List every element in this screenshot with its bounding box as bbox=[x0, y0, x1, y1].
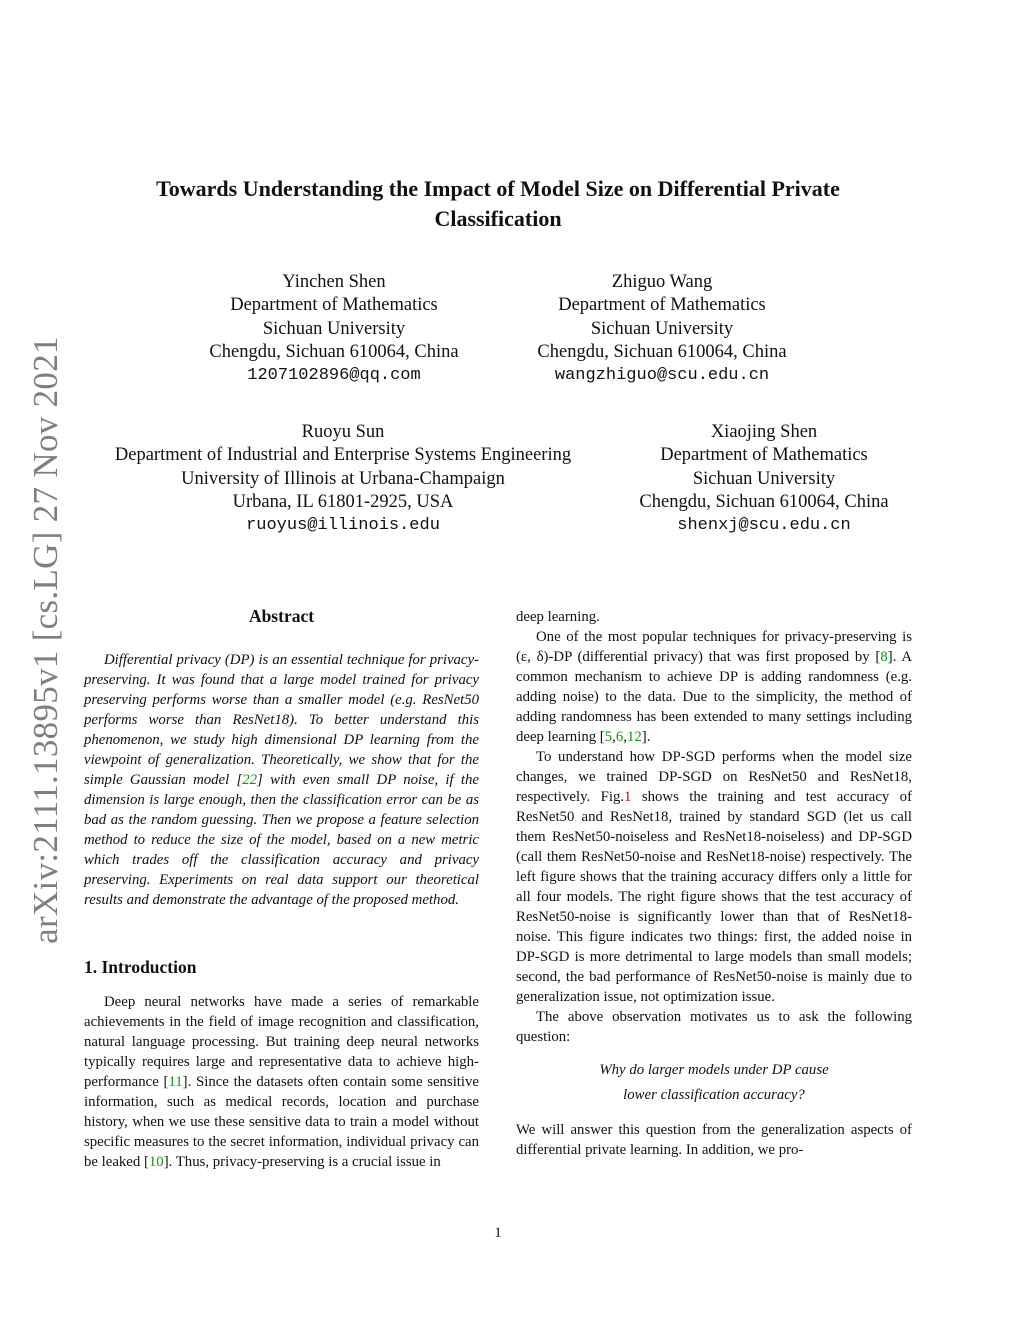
author-institution: University of Illinois at Urbana-Champaign bbox=[181, 468, 505, 489]
author-block-3 bbox=[88, 421, 598, 537]
question-line-1: Why do larger models under DP cause bbox=[599, 1062, 829, 1078]
author-name: Zhiguo Wang bbox=[611, 272, 713, 292]
arxiv-identifier: arXiv:2111.13895v1 [cs.LG] 27 Nov 2021 bbox=[26, 336, 65, 944]
author-institution: Sichuan University bbox=[262, 318, 406, 339]
author-institution: Sichuan University bbox=[590, 318, 734, 339]
abstract-body bbox=[84, 650, 479, 910]
intro-paragraph: Deep neural networks have made a series of remarkable achievements in the field of image recognition and classification, natural language processing. But training deep neural networks typically requires large and representative data to achieve high-performance [11]. Since the datasets often contain some sensitive information, such as medical records, location and purchase history, when we use these sensitive data to train a model without specific measures to the secret information, individual privacy can be leaked [10]. Thus, privacy-preserving is a crucial issue in bbox=[84, 994, 479, 1170]
page-number: 1 bbox=[494, 1225, 502, 1241]
figure-link[interactable]: 1 bbox=[624, 789, 632, 805]
author-name: Ruoyu Sun bbox=[301, 422, 385, 442]
citation-link[interactable]: 11 bbox=[168, 1074, 183, 1090]
introduction-body bbox=[84, 992, 479, 1172]
author-email: 1207102896@qq.com bbox=[247, 366, 421, 386]
author-department: Department of Mathematics bbox=[558, 295, 766, 316]
author-block-1 bbox=[184, 271, 484, 387]
introduction-heading: 1. Introduction bbox=[84, 957, 197, 977]
body-paragraph: We will answer this question from the generalization aspects of differential private learning. In addition, we pro- bbox=[516, 1122, 912, 1158]
citation-link[interactable]: 10 bbox=[148, 1154, 164, 1170]
research-question bbox=[516, 1058, 912, 1108]
author-address: Chengdu, Sichuan 610064, China bbox=[537, 341, 787, 362]
author-institution: Sichuan University bbox=[692, 468, 836, 489]
title-line-1: Towards Understanding the Impact of Model Size on Differential Private bbox=[156, 176, 840, 201]
author-address: Chengdu, Sichuan 610064, China bbox=[639, 491, 889, 512]
question-line-2: lower classification accuracy? bbox=[623, 1087, 805, 1103]
citation-link[interactable]: 5 bbox=[604, 729, 613, 745]
author-email: shenxj@scu.edu.cn bbox=[677, 516, 851, 536]
author-address: Urbana, IL 61801-2925, USA bbox=[232, 491, 454, 512]
citation-link[interactable]: 6 bbox=[615, 729, 624, 745]
author-address: Chengdu, Sichuan 610064, China bbox=[209, 341, 459, 362]
author-block-4 bbox=[622, 421, 906, 537]
author-department: Department of Mathematics bbox=[660, 445, 868, 466]
abstract-paragraph: Differential privacy (DP) is an essential technique for privacy-preserving. It was found that a large model trained for privacy preserving performs worse than a smaller model (e.g. ResNet50 performs worse than ResNet18). To better understand this phenomenon, we study high dimensional DP learning from the viewpoint of generalization. Theoretically, we show that for the simple Gaussian model [22] with even small DP noise, if the dimension is large enough, then the classification error can be as bad as the random guessing. Then we propose a feature selection method to reduce the size of the model, based on a new metric which trades off the classification accuracy and privacy preserving. Experiments on real data support our theoretical results and demonstrate the advantage of the proposed method. bbox=[84, 652, 479, 908]
citation-link[interactable]: 8 bbox=[880, 649, 888, 665]
body-paragraph: To understand how DP-SGD performs when the model size changes, we trained DP-SGD on ResNet50 and ResNet18, respectively. Fig.1 shows the training and test accuracy of ResNet50 and ResNet18, trained by standard SGD (let us call them ResNet50-noiseless and ResNet18-noiseless) and DP-SGD (call them ResNet50-noise and ResNet18-noise) respectively. The left figure shows that the training accuracy differs only a little for all four models. The right figure shows that the test accuracy of ResNet50-noise is significantly lower than that of ResNet18-noise. This figure indicates two things: first, the added noise in DP-SGD is more detrimental to large models than small models; second, the bad performance of ResNet50-noise is mainly due to generalization issue, not optimization issue. bbox=[516, 749, 912, 1005]
author-department: Department of Mathematics bbox=[230, 295, 438, 316]
citation-link[interactable]: 22 bbox=[242, 772, 258, 788]
citation-link[interactable]: 12 bbox=[626, 729, 642, 745]
author-email: wangzhiguo@scu.edu.cn bbox=[554, 366, 770, 386]
author-email: ruoyus@illinois.edu bbox=[246, 516, 440, 536]
author-name: Xiaojing Shen bbox=[710, 422, 818, 442]
title-line-2: Classification bbox=[434, 206, 562, 231]
body-paragraph: One of the most popular techniques for privacy-preserving is (ε, δ)-DP (differential privacy) that was first proposed by [8]. A common mechanism to achieve DP is adding randomness (e.g. adding noise) to the data. Due to the simplicity, the method of adding randomness has been extended to many settings including deep learning [5,6,12]. bbox=[516, 629, 912, 745]
author-department: Department of Industrial and Enterprise Systems Engineering bbox=[114, 445, 572, 466]
body-paragraph: The above observation motivates us to ask the following question: bbox=[516, 1009, 912, 1045]
abstract-heading: Abstract bbox=[248, 606, 315, 626]
author-block-2 bbox=[512, 271, 812, 387]
author-name: Yinchen Shen bbox=[282, 272, 386, 292]
continued-text: deep learning. bbox=[516, 609, 600, 625]
right-column bbox=[516, 607, 912, 1160]
paper-title bbox=[100, 174, 896, 234]
